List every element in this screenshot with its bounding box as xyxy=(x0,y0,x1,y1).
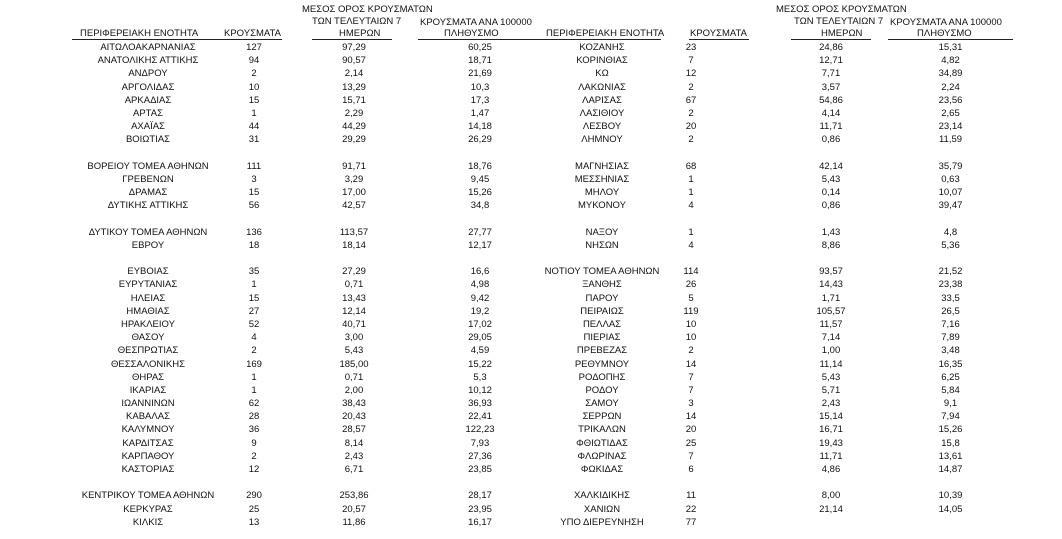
cell-cases: 7 xyxy=(688,371,694,383)
cell-region: ΧΑΝΙΩΝ xyxy=(583,503,621,515)
cell-avg-7days: 5,43 xyxy=(821,371,841,383)
cell-per-100k: 9,42 xyxy=(470,292,490,304)
header-avg-line1: ΜΕΣΟΣ ΟΡΟΣ ΚΡΟΥΣΜΑΤΩΝ xyxy=(776,4,907,15)
cell-region: ΠΡΕΒΕΖΑΣ xyxy=(576,345,628,357)
cell-region: ΘΑΣΟΥ xyxy=(131,332,165,344)
cell-cases: 2 xyxy=(688,134,694,146)
cell-cases: 119 xyxy=(683,305,699,317)
cell-per-100k: 1,47 xyxy=(470,107,490,119)
cell-per-100k: 28,17 xyxy=(468,490,492,502)
cell-cases: 12 xyxy=(685,68,697,80)
cell-region: ΥΠΟ ΔΙΕΡΕΥΝΗΣΗ xyxy=(560,516,644,528)
cell-cases: 44 xyxy=(248,121,260,133)
cell-region: ΜΗΛΟΥ xyxy=(584,187,620,199)
cell-avg-7days: 13,29 xyxy=(342,81,366,93)
cell-avg-7days: 40,71 xyxy=(342,318,366,330)
cell-region: ΞΑΝΘΗΣ xyxy=(582,279,622,291)
cell-per-100k: 10,39 xyxy=(938,490,963,502)
cell-per-100k: 4,98 xyxy=(470,279,490,291)
cell-cases: 4 xyxy=(251,332,257,344)
cell-cases: 1 xyxy=(688,187,694,199)
header-rule xyxy=(312,39,392,40)
cell-region: ΔΥΤΙΚΟΥ ΤΟΜΕΑ ΑΘΗΝΩΝ xyxy=(88,226,208,238)
cell-avg-7days: 18,14 xyxy=(342,239,366,251)
cell-per-100k: 34,8 xyxy=(470,200,490,212)
cell-region: ΚΑΛΥΜΝΟΥ xyxy=(121,424,175,436)
cell-region: ΛΑΚΩΝΙΑΣ xyxy=(578,81,626,93)
cell-per-100k: 15,22 xyxy=(468,358,492,370)
cell-avg-7days: 2,14 xyxy=(344,68,364,80)
cell-per-100k: 3,48 xyxy=(941,345,960,357)
cell-cases: 15 xyxy=(248,94,260,106)
cell-avg-7days: 24,86 xyxy=(819,42,843,53)
cell-region: ΑΡΤΑΣ xyxy=(133,107,163,119)
cell-region: ΛΑΣΙΘΙΟΥ xyxy=(579,107,625,119)
cell-cases: 4 xyxy=(688,239,694,251)
cell-cases: 13 xyxy=(248,516,260,528)
cell-cases: 169 xyxy=(246,358,262,370)
cell-cases: 111 xyxy=(246,160,262,172)
cell-avg-7days: 8,86 xyxy=(821,239,841,251)
cell-per-100k: 10,3 xyxy=(470,81,490,93)
cell-per-100k: 2,24 xyxy=(941,81,960,93)
cell-per-100k: 21,69 xyxy=(468,68,492,80)
cell-cases: 14 xyxy=(685,411,697,423)
cell-avg-7days: 20,43 xyxy=(342,411,366,423)
cell-cases: 3 xyxy=(688,398,694,410)
cell-cases: 62 xyxy=(248,398,260,410)
cell-region: ΝΑΞΟΥ xyxy=(585,226,619,238)
header-rule xyxy=(418,39,543,40)
cell-cases: 94 xyxy=(248,55,260,67)
cell-cases: 2 xyxy=(688,107,694,119)
cell-region: ΗΜΑΘΙΑΣ xyxy=(126,305,170,317)
cell-avg-7days: 2,43 xyxy=(821,398,841,410)
header-avg-line2: ΤΩΝ ΤΕΛΕΥΤΑΙΩΝ 7 xyxy=(312,16,402,27)
cell-cases: 1 xyxy=(688,226,694,238)
cell-avg-7days: 91,71 xyxy=(342,160,366,172)
cell-cases: 35 xyxy=(248,266,260,278)
cell-region: ΚΑΡΔΙΤΣΑΣ xyxy=(122,437,174,449)
cell-avg-7days: 42,57 xyxy=(342,200,366,212)
cell-avg-7days: 2,43 xyxy=(344,450,364,462)
cell-cases: 11 xyxy=(686,490,696,502)
cell-cases: 28 xyxy=(248,411,260,423)
cell-avg-7days: 17,00 xyxy=(342,187,366,199)
cell-avg-7days: 3,00 xyxy=(344,332,364,344)
cell-per-100k: 15,26 xyxy=(468,187,492,199)
cell-cases: 22 xyxy=(685,503,697,515)
cell-avg-7days: 12,14 xyxy=(342,305,366,317)
cell-per-100k: 15,31 xyxy=(938,42,963,53)
cell-avg-7days: 1,43 xyxy=(821,226,841,238)
cell-avg-7days: 253,86 xyxy=(339,490,369,502)
cell-avg-7days: 28,57 xyxy=(342,424,366,436)
cell-avg-7days: 5,71 xyxy=(821,384,841,396)
cell-cases: 2 xyxy=(251,345,257,357)
cell-avg-7days: 93,57 xyxy=(819,266,843,278)
cell-per-100k: 10,07 xyxy=(938,187,963,199)
header-rule xyxy=(72,39,226,40)
cell-region: ΝΗΣΩΝ xyxy=(585,239,619,251)
cell-per-100k: 29,05 xyxy=(468,332,492,344)
cell-cases: 114 xyxy=(683,266,699,278)
cell-cases: 26 xyxy=(685,279,697,291)
cell-cases: 77 xyxy=(685,516,697,528)
cell-per-100k: 22,41 xyxy=(468,411,492,423)
header-per100k-line1: ΚΡΟΥΣΜΑΤΑ ΑΝΑ 100000 xyxy=(420,17,532,28)
cell-region: ΛΕΣΒΟΥ xyxy=(582,121,622,133)
cell-cases: 10 xyxy=(685,318,697,330)
cell-region: ΕΥΒΟΙΑΣ xyxy=(127,266,169,278)
cell-region: ΕΒΡΟΥ xyxy=(131,239,165,251)
cell-per-100k: 26,29 xyxy=(468,134,492,146)
cell-avg-7days: 113,57 xyxy=(339,226,369,238)
cell-per-100k: 7,93 xyxy=(470,437,490,449)
cell-avg-7days: 13,43 xyxy=(342,292,366,304)
cell-region: ΗΡΑΚΛΕΙΟΥ xyxy=(121,318,175,330)
cell-region: ΝΟΤΙΟΥ ΤΟΜΕΑ ΑΘΗΝΩΝ xyxy=(544,266,660,278)
cell-region: ΒΟΡΕΙΟΥ ΤΟΜΕΑ ΑΘΗΝΩΝ xyxy=(87,160,209,172)
cell-avg-7days: 5,43 xyxy=(821,173,841,185)
header-per100k-line2: ΠΛΗΘΥΣΜΟ xyxy=(917,28,972,39)
cell-avg-7days: 11,71 xyxy=(819,450,843,462)
cell-avg-7days: 16,71 xyxy=(819,424,843,436)
cell-avg-7days: 8,00 xyxy=(821,490,841,502)
cell-cases: 68 xyxy=(685,160,697,172)
cell-avg-7days: 0,71 xyxy=(344,279,364,291)
cell-per-100k: 27,77 xyxy=(468,226,492,238)
cell-region: ΛΑΡΙΣΑΣ xyxy=(582,94,622,106)
cell-region: ΦΩΚΙΔΑΣ xyxy=(580,464,624,475)
cell-avg-7days: 2,29 xyxy=(344,107,364,119)
cell-per-100k: 18,71 xyxy=(468,55,492,67)
cell-per-100k: 2,65 xyxy=(941,107,960,119)
cell-cases: 36 xyxy=(248,424,260,436)
cell-per-100k: 6,25 xyxy=(941,371,960,383)
cell-per-100k: 15,26 xyxy=(938,424,963,436)
cell-cases: 6 xyxy=(688,464,694,475)
cell-avg-7days: 4,14 xyxy=(821,107,841,119)
cell-cases: 2 xyxy=(251,450,257,462)
cell-avg-7days: 0,86 xyxy=(821,200,841,212)
cell-region: ΡΟΔΟΥ xyxy=(585,384,619,396)
cell-per-100k: 9,45 xyxy=(470,173,490,185)
cell-region: ΑΡΚΑΔΙΑΣ xyxy=(124,94,172,106)
cell-region: ΣΕΡΡΩΝ xyxy=(582,411,622,423)
cell-region: ΜΕΣΣΗΝΙΑΣ xyxy=(574,173,630,185)
cell-avg-7days: 7,71 xyxy=(821,68,841,80)
cell-cases: 5 xyxy=(688,292,694,304)
cell-region: ΚΟΡΙΝΘΙΑΣ xyxy=(576,55,628,67)
cell-avg-7days: 29,29 xyxy=(342,134,366,146)
cell-avg-7days: 11,57 xyxy=(819,318,843,330)
cell-region: ΘΗΡΑΣ xyxy=(131,371,165,383)
cell-cases: 9 xyxy=(251,437,257,449)
cell-cases: 7 xyxy=(688,450,694,462)
cell-avg-7days: 105,57 xyxy=(816,305,846,317)
cell-avg-7days: 97,29 xyxy=(342,42,366,53)
cell-avg-7days: 21,14 xyxy=(819,503,843,515)
cell-cases: 25 xyxy=(248,503,260,515)
cell-region: ΠΑΡΟΥ xyxy=(585,292,619,304)
cell-avg-7days: 1,71 xyxy=(821,292,841,304)
cell-avg-7days: 15,71 xyxy=(342,94,366,106)
cell-cases: 1 xyxy=(251,371,257,383)
cell-per-100k: 10,12 xyxy=(468,384,492,396)
cell-region: ΓΡΕΒΕΝΩΝ xyxy=(122,173,174,185)
cell-avg-7days: 0,86 xyxy=(821,134,841,146)
cell-avg-7days: 11,14 xyxy=(819,358,843,370)
cell-avg-7days: 185,00 xyxy=(339,358,369,370)
header-per100k-line1: ΚΡΟΥΣΜΑΤΑ ΑΝΑ 100000 xyxy=(890,17,1002,28)
cell-region: ΚΩ xyxy=(595,68,609,80)
header-rule xyxy=(888,39,1013,40)
cell-per-100k: 9,1 xyxy=(943,398,958,410)
cell-region: ΑΙΤΩΛΟΑΚΑΡΝΑΝΙΑΣ xyxy=(100,42,196,53)
header-cases: ΚΡΟΥΣΜΑΤΑ xyxy=(690,28,747,39)
cell-per-100k: 5,36 xyxy=(941,239,960,251)
cell-avg-7days: 1,00 xyxy=(821,345,841,357)
cell-avg-7days: 54,86 xyxy=(819,94,843,106)
cell-per-100k: 4,82 xyxy=(941,55,960,67)
cell-cases: 2 xyxy=(688,81,694,93)
cell-avg-7days: 8,14 xyxy=(344,437,364,449)
cell-cases: 20 xyxy=(685,121,697,133)
cell-region: ΚΕΝΤΡΙΚΟΥ ΤΟΜΕΑ ΑΘΗΝΩΝ xyxy=(81,490,215,502)
cell-region: ΠΕΛΛΑΣ xyxy=(582,318,622,330)
cell-avg-7days: 19,43 xyxy=(819,437,843,449)
cell-region: ΑΧΑΪΑΣ xyxy=(131,121,165,133)
cell-per-100k: 36,93 xyxy=(468,398,492,410)
header-rule xyxy=(689,39,749,40)
cell-cases: 67 xyxy=(685,94,697,106)
cell-per-100k: 17,3 xyxy=(470,94,490,106)
cell-per-100k: 21,52 xyxy=(938,266,963,278)
cell-avg-7days: 90,57 xyxy=(342,55,366,67)
cell-region: ΘΕΣΠΡΩΤΙΑΣ xyxy=(117,345,179,357)
cell-per-100k: 16,6 xyxy=(470,266,490,278)
cell-region: ΛΗΜΝΟΥ xyxy=(581,134,623,146)
cell-per-100k: 7,16 xyxy=(941,318,960,330)
header-avg-line3: ΗΜΕΡΩΝ xyxy=(339,28,381,39)
cell-cases: 3 xyxy=(251,173,257,185)
header-avg-line1: ΜΕΣΟΣ ΟΡΟΣ ΚΡΟΥΣΜΑΤΩΝ xyxy=(302,4,433,15)
cell-region: ΚΟΖΑΝΗΣ xyxy=(579,42,625,53)
cell-cases: 25 xyxy=(685,437,697,449)
cell-region: ΡΕΘΥΜΝΟΥ xyxy=(574,358,630,370)
cell-avg-7days: 38,43 xyxy=(342,398,366,410)
header-rule xyxy=(226,39,282,40)
cell-per-100k: 17,02 xyxy=(468,318,492,330)
cell-avg-7days: 11,71 xyxy=(819,121,843,133)
cell-per-100k: 23,14 xyxy=(938,121,963,133)
cell-avg-7days: 20,57 xyxy=(342,503,366,515)
header-avg-line3: ΗΜΕΡΩΝ xyxy=(821,28,863,39)
cell-cases: 2 xyxy=(688,345,694,357)
cell-per-100k: 26,5 xyxy=(941,305,960,317)
cell-avg-7days: 2,00 xyxy=(344,384,364,396)
cell-region: ΚΕΡΚΥΡΑΣ xyxy=(123,503,173,515)
cell-avg-7days: 6,71 xyxy=(344,464,364,475)
cell-region: ΔΥΤΙΚΗΣ ΑΤΤΙΚΗΣ xyxy=(107,200,189,212)
cell-region: ΗΛΕΙΑΣ xyxy=(130,292,166,304)
cell-region: ΠΙΕΡΙΑΣ xyxy=(583,332,621,344)
cell-region: ΑΝΑΤΟΛΙΚΗΣ ΑΤΤΙΚΗΣ xyxy=(97,55,199,67)
cell-cases: 1 xyxy=(688,173,694,185)
cell-cases: 14 xyxy=(685,358,697,370)
cell-cases: 23 xyxy=(685,42,697,53)
cell-region: ΒΟΙΩΤΙΑΣ xyxy=(125,134,171,146)
cell-avg-7days: 4,86 xyxy=(821,464,841,475)
cell-per-100k: 23,95 xyxy=(468,503,492,515)
cell-cases: 15 xyxy=(248,187,260,199)
cell-region: ΧΑΛΚΙΔΙΚΗΣ xyxy=(573,490,631,502)
cell-cases: 1 xyxy=(251,279,257,291)
cell-region: ΚΙΛΚΙΣ xyxy=(132,516,164,528)
cell-cases: 20 xyxy=(685,424,697,436)
cell-region: ΙΚΑΡΙΑΣ xyxy=(129,384,167,396)
header-region: ΠΕΡΙΦΕΡΕΙΑΚΗ ΕΝΟΤΗΤΑ xyxy=(80,28,199,39)
cell-cases: 7 xyxy=(688,55,694,67)
cell-avg-7days: 7,14 xyxy=(821,332,841,344)
cell-per-100k: 7,94 xyxy=(941,411,960,423)
cell-avg-7days: 3,57 xyxy=(821,81,841,93)
cell-cases: 1 xyxy=(251,107,257,119)
cell-per-100k: 60,25 xyxy=(468,42,492,53)
cell-region: ΚΑΡΠΑΘΟΥ xyxy=(121,450,175,462)
cell-cases: 10 xyxy=(248,81,260,93)
cell-region: ΚΑΒΑΛΑΣ xyxy=(126,411,170,423)
cell-per-100k: 7,89 xyxy=(941,332,960,344)
header-rule xyxy=(791,39,871,40)
cell-per-100k: 16,35 xyxy=(938,358,963,370)
cell-avg-7days: 44,29 xyxy=(342,121,366,133)
cell-per-100k: 14,18 xyxy=(468,121,492,133)
cell-per-100k: 18,76 xyxy=(468,160,492,172)
cell-cases: 52 xyxy=(248,318,260,330)
cell-per-100k: 122,23 xyxy=(465,424,495,436)
cell-per-100k: 4,8 xyxy=(943,226,958,238)
cell-per-100k: 39,47 xyxy=(938,200,963,212)
cell-per-100k: 23,38 xyxy=(938,279,963,291)
cell-region: ΦΘΙΩΤΙΔΑΣ xyxy=(576,437,628,449)
cell-avg-7days: 15,14 xyxy=(819,411,843,423)
cell-per-100k: 13,61 xyxy=(938,450,963,462)
cell-per-100k: 16,17 xyxy=(468,516,492,528)
cell-avg-7days: 14,43 xyxy=(819,279,843,291)
cell-avg-7days: 0,71 xyxy=(344,371,364,383)
cell-region: ΘΕΣΣΑΛΟΝΙΚΗΣ xyxy=(111,358,185,370)
cell-avg-7days: 42,14 xyxy=(819,160,843,172)
cell-cases: 136 xyxy=(246,226,262,238)
cell-avg-7days: 27,29 xyxy=(342,266,366,278)
cell-cases: 10 xyxy=(685,332,697,344)
cell-per-100k: 33,5 xyxy=(941,292,960,304)
cell-region: ΔΡΑΜΑΣ xyxy=(128,187,168,199)
cell-region: ΚΑΣΤΟΡΙΑΣ xyxy=(121,464,175,475)
cell-avg-7days: 12,71 xyxy=(819,55,843,67)
cell-per-100k: 23,85 xyxy=(468,464,492,475)
cell-cases: 56 xyxy=(248,200,260,212)
cell-cases: 7 xyxy=(688,384,694,396)
cell-per-100k: 12,17 xyxy=(468,239,492,251)
cell-cases: 18 xyxy=(248,239,260,251)
cell-per-100k: 0,63 xyxy=(941,173,960,185)
cell-cases: 1 xyxy=(251,384,257,396)
header-cases: ΚΡΟΥΣΜΑΤΑ xyxy=(224,28,281,39)
cell-region: ΠΕΙΡΑΙΩΣ xyxy=(580,305,624,317)
cell-per-100k: 14,87 xyxy=(938,464,963,475)
cell-region: ΜΑΓΝΗΣΙΑΣ xyxy=(575,160,629,172)
cell-cases: 27 xyxy=(248,305,260,317)
cell-per-100k: 34,89 xyxy=(938,68,963,80)
cell-cases: 4 xyxy=(688,200,694,212)
cell-per-100k: 35,79 xyxy=(938,160,963,172)
cell-per-100k: 14,05 xyxy=(938,503,963,515)
cell-region: ΙΩΑΝΝΙΝΩΝ xyxy=(121,398,175,410)
cell-per-100k: 23,56 xyxy=(938,94,963,106)
cell-region: ΦΛΩΡΙΝΑΣ xyxy=(577,450,627,462)
cell-region: ΤΡΙΚΑΛΩΝ xyxy=(578,424,626,436)
header-avg-line2: ΤΩΝ ΤΕΛΕΥΤΑΙΩΝ 7 xyxy=(794,16,884,27)
cell-region: ΡΟΔΟΠΗΣ xyxy=(578,371,626,383)
cell-avg-7days: 0,14 xyxy=(821,187,841,199)
cell-per-100k: 11,59 xyxy=(938,134,963,146)
header-region: ΠΕΡΙΦΕΡΕΙΑΚΗ ΕΝΟΤΗΤΑ xyxy=(546,28,665,39)
cell-per-100k: 27,36 xyxy=(468,450,492,462)
cell-cases: 127 xyxy=(246,42,262,53)
cell-cases: 31 xyxy=(248,134,260,146)
cell-per-100k: 5,84 xyxy=(941,384,960,396)
cell-cases: 15 xyxy=(248,292,260,304)
cell-per-100k: 15,8 xyxy=(941,437,960,449)
cell-avg-7days: 3,29 xyxy=(344,173,364,185)
cell-per-100k: 4,59 xyxy=(470,345,490,357)
cell-region: ΜΥΚΟΝΟΥ xyxy=(578,200,626,212)
cell-region: ΣΑΜΟΥ xyxy=(585,398,619,410)
cell-region: ΑΡΓΟΛΙΔΑΣ xyxy=(121,81,175,93)
header-per100k-line2: ΠΛΗΘΥΣΜΟ xyxy=(444,28,499,39)
cell-region: ΑΝΔΡΟΥ xyxy=(128,68,168,80)
cell-per-100k: 5,3 xyxy=(473,371,487,383)
cell-avg-7days: 11,86 xyxy=(342,516,366,528)
header-rule xyxy=(543,39,661,40)
cell-per-100k: 19,2 xyxy=(470,305,490,317)
cell-avg-7days: 5,43 xyxy=(344,345,364,357)
cell-cases: 2 xyxy=(251,68,257,80)
cell-cases: 12 xyxy=(248,464,260,475)
cell-cases: 290 xyxy=(246,490,262,502)
cell-region: ΕΥΡΥΤΑΝΙΑΣ xyxy=(118,279,178,291)
